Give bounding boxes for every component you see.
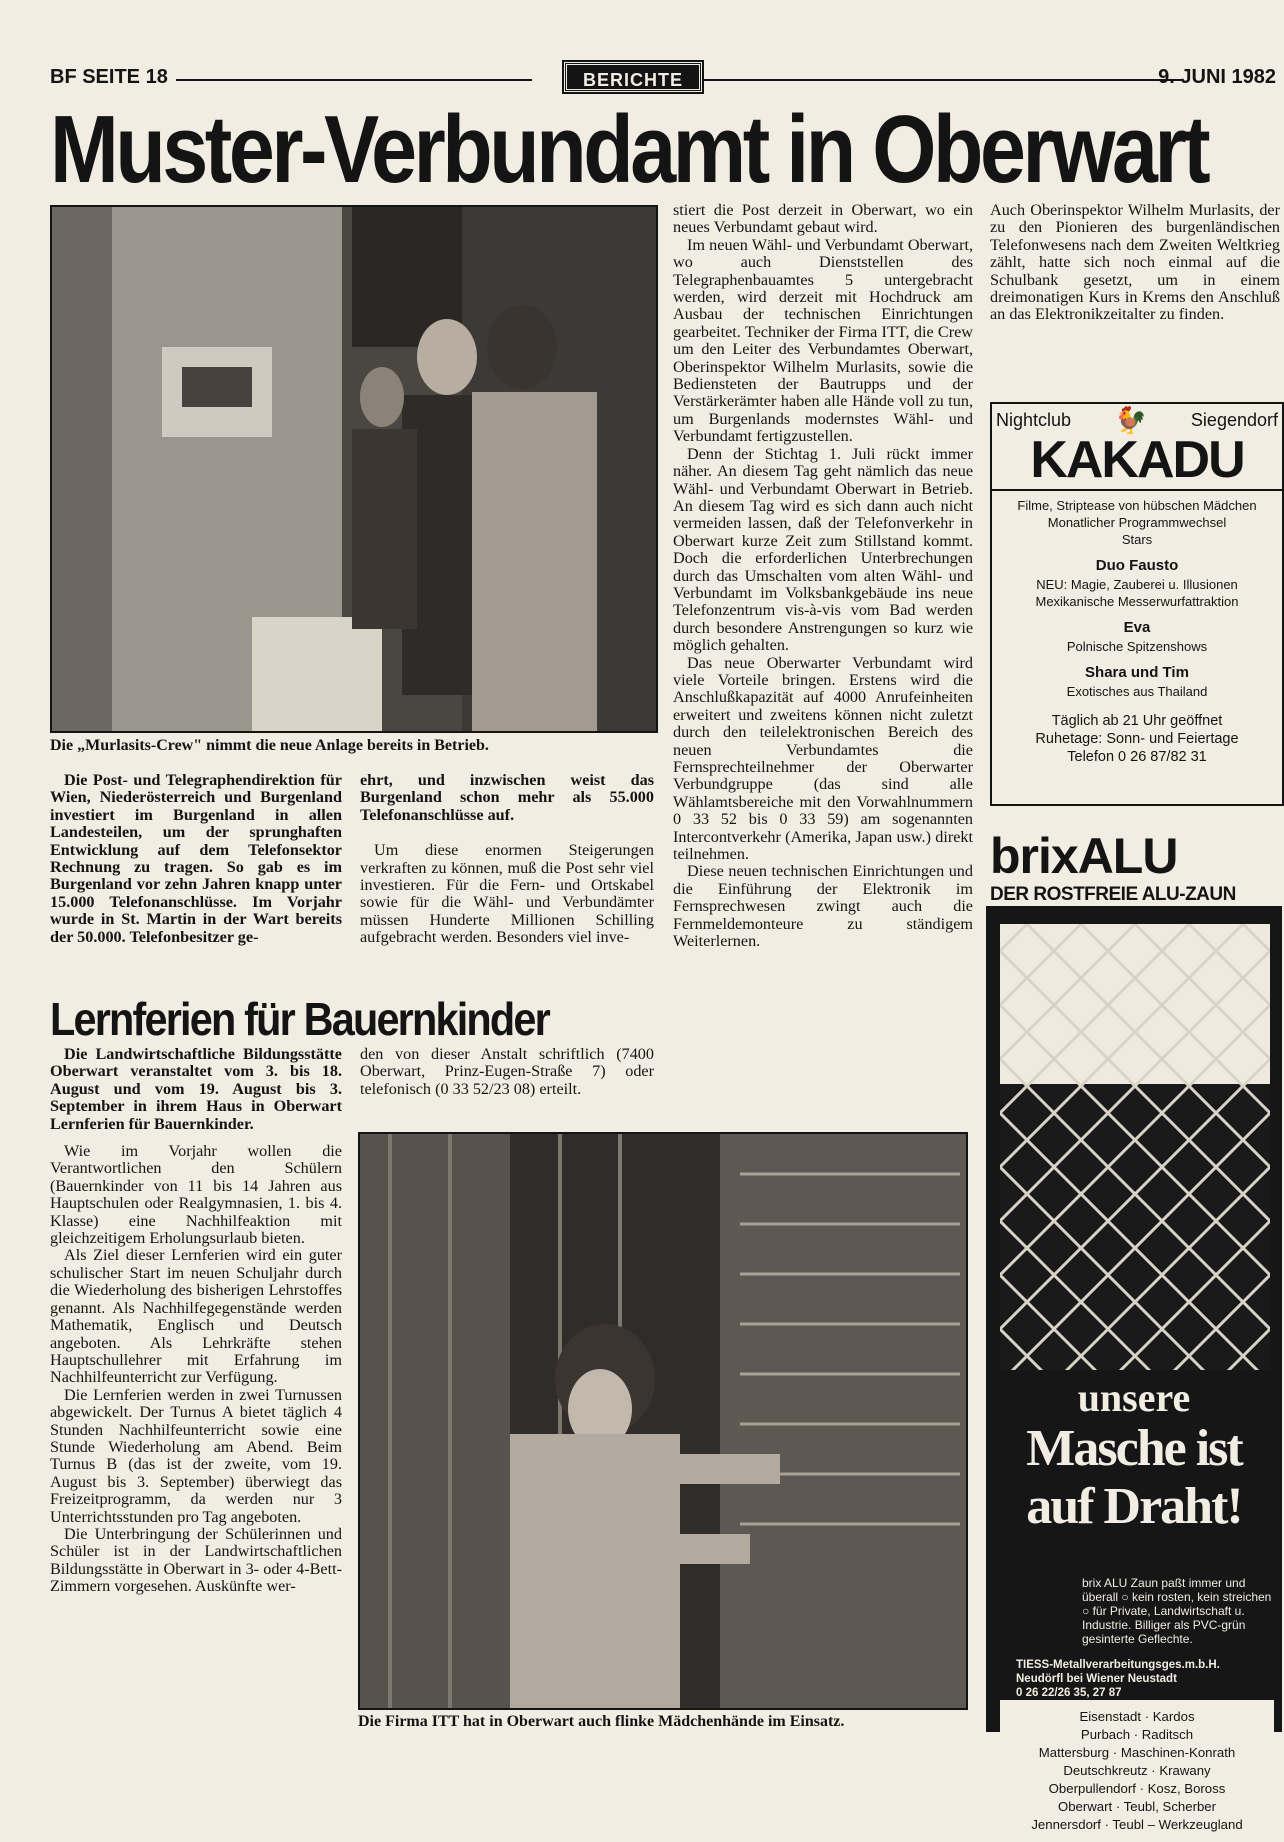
article2-lead: Die Landwirtschaftliche Bildungsstätte Oberwart veranstaltet vom 3. bis 18. August und vom 19. August bis 3. September in ihrem Haus in Oberwart Lernferien für Bauernkinder. (50, 1045, 342, 1133)
ad-kakadu-line: Stars (1121, 532, 1153, 547)
photo-crew-image (52, 207, 656, 731)
photo-itt-caption: Die Firma ITT hat in Oberwart auch flinke Mädchenhände im Einsatz. (358, 1713, 845, 1730)
page-header (50, 62, 1276, 92)
ad-brix-maker (1016, 1658, 1276, 1700)
ad-brix-maker-line: 0 26 22/26 35, 27 87 (1016, 1687, 1122, 1699)
dealer-item: Oberpullendorf · Kosz, Boross (1048, 1781, 1226, 1796)
ad-kakadu (990, 402, 1284, 806)
ad-brix-brand: brixALU (986, 828, 1282, 884)
article1-lead: Die Post- und Telegraphendirektion für Wien, Niederösterreich und Burgenland investiert im Burgenland in allen Landesteilen, um der sprunghaften Entwicklung auf dem Telefonsektor Rechnung zu tragen. So gab es im Burgenland vor zehn Jahren knapp unter 15.000 Telefonanschlüsse. Im Vorjahr wurde in St. Martin in der Wart bereits der 50.000. Telefonbesitzer ge- (50, 771, 342, 946)
ad-brix-copy: brix ALU Zaun paßt immer und überall ○ kein rosten, kein streichen ○ für Private, Landwirtschaft u. Industrie. Billiger als PVC-grün gesinterte Geflechte. (1082, 1576, 1272, 1646)
ad-brix-slogan (986, 1376, 1282, 1536)
ad-kakadu-phone: Telefon 0 26 87/82 31 (1067, 749, 1207, 765)
article1-paragraph: Um diese enormen Steigerungen verkraften zu können, muß die Post sehr viel investieren. Für die Fern- und Ortskabel sowie für die Wähl- und Verbundämter müssen Hunderte Millionen Schilling aufgebracht werden. Besonders viel inve- (360, 841, 654, 947)
article2-paragraph: Die Unterbringung der Schülerinnen und Schüler ist in der Landwirtschaftlichen Bildungsstätte in Oberwart in 3- oder 4-Bett-Zimmern vorgesehen. Auskünfte wer- (50, 1524, 342, 1596)
article1-paragraph: Im neuen Wähl- und Verbundamt Oberwart, wo auch Dienststellen des Telegraphenbauamtes 5 untergebracht werden, wird derzeit mit Hochdruck am Ausbau der technischen Einrichtungen gearbeitet. Techniker der Firma ITT, die Crew um den Leiter des Verbundamtes Oberwart, Oberinspektor Wilhelm Murlasits, sowie die Bediensteten der Bautrupps und der Verstärkerämter haben alle Hände voll zu tun, um Burgenlands modernstes Wähl- und Verbundamt fertigzustellen. (673, 235, 973, 446)
dealer-item: Mattersburg · Maschinen-Konrath (1038, 1745, 1236, 1760)
ad-brix-dealers (1000, 1700, 1274, 1842)
article2-paragraph: Als Ziel dieser Lernferien wird ein guter schulischer Start im neuen Schuljahr durch die Wiederholung des bisherigen Lehrstoffes genannt. Als Nachhilfegegenstände werden Mathematik, Englisch und Deutsch angeboten. Als Lehrkräfte stehen Hauptschullehrer mit Erfahrung im Nachhilfeunterricht zur Verfügung. (50, 1246, 342, 1387)
photo-itt (358, 1132, 968, 1710)
dealer-item: Eisenstadt · Kardos (1079, 1709, 1195, 1724)
ad-kakadu-star: Shara und Tim (1085, 664, 1189, 681)
page-number: BF SEITE 18 (50, 66, 168, 88)
article1-paragraph: Auch Oberinspektor Wilhelm Murlasits, der zu den Pionieren des burgenländischen Telefonwesens nach dem Zweiten Weltkrieg zählt, hatte sich noch einmal auf die Schulbank gesetzt, um in einem dreimonatigen Kurs in Krems den Anschluß an das Elektronikzeitalter zu finden. (990, 201, 1280, 324)
dealer-item: Purbach · Raditsch (1080, 1727, 1194, 1742)
rooster-icon: 🐓 (1114, 405, 1148, 435)
ad-kakadu-label-left: Nightclub (996, 410, 1072, 430)
main-headline: Muster-Verbundamt in Oberwart (50, 96, 1208, 203)
article1-col-a (50, 772, 342, 946)
photo-crew (50, 205, 658, 733)
issue-date: 9. JUNI 1982 (1158, 66, 1276, 88)
ad-kakadu-hours: Täglich ab 21 Uhr geöffnet (1051, 713, 1223, 729)
ad-brix-maker-line: TIESS-Metallverarbeitungsges.m.b.H. (1016, 1659, 1220, 1671)
article1-col-d (990, 202, 1280, 324)
ad-brix-tagline: DER ROSTFREIE ALU-ZAUN (986, 884, 1282, 909)
article2-paragraph: Die Lernferien werden in zwei Turnussen abgewickelt. Der Turnus A bietet täglich 4 Stunden Nachhilfeunterricht sowie eine Stunde Wiederholung am Abend. Beim Turnus B (das ist der zweite, vom 19. August bis 3. September) überwiegt das Freizeitprogramm, da werden nur 3 Unterrichtsstunden pro Tag angeboten. (50, 1385, 342, 1526)
article2-col-b (360, 1046, 654, 1098)
ad-brix (986, 828, 1282, 1832)
article1-lead-cont: ehrt, und inzwischen weist das Burgenland schon mehr als 55.000 Telefonanschlüsse auf. (360, 771, 654, 824)
photo-itt-image (360, 1134, 966, 1708)
dealer-item: Oberwart · Teubl, Scherber (1057, 1799, 1217, 1814)
article1-col-b (360, 772, 654, 947)
ad-kakadu-closed: Ruhetage: Sonn- und Feiertage (1035, 731, 1239, 747)
dealer-item: Jennersdorf · Teubl – Werkzeugland (1031, 1817, 1243, 1832)
chain-link-fence-icon (1000, 924, 1270, 1370)
ad-brix-slogan-line: auf Draht! (1026, 1478, 1242, 1535)
article1-paragraph: Das neue Oberwarter Verbundamt wird viele Vorteile bringen. Erstens wird die Anschlußkapazität auf 4000 Anrufeinheiten erweitert und zweitens können nicht zuletzt durch den teilelektronischen Bereich des neuen Verbundamtes die Fernsprechteilnehmer der Oberwarter Verbundgruppe (das sind alle Wählamtsbereiche mit den Vorwahlnummern 0 33 52 bis 0 33 59) am sogenannten Intercontverkehr (Amerika, Japan usw.) direkt teilnehmen. (673, 653, 973, 864)
ad-kakadu-star-desc: Mexikanische Messerwurfattraktion (1035, 594, 1239, 609)
ad-kakadu-star-desc: Exotisches aus Thailand (1066, 684, 1208, 699)
ad-kakadu-labels (992, 404, 1282, 435)
section-label: BERICHTE (564, 62, 702, 92)
header-rule-left (176, 79, 532, 81)
ad-kakadu-label-right: Siegendorf (1190, 410, 1278, 430)
ad-kakadu-star-desc: NEU: Magie, Zauberei u. Illusionen (1036, 577, 1238, 592)
article1-paragraph: stiert die Post derzeit in Oberwart, wo ein neues Verbundamt gebaut wird. (673, 201, 973, 237)
article1-paragraph: Diese neuen technischen Einrichtungen und die Einführung der Elektronik im Fernsprechwesen zwingt auch die Fernmeldemonteure zu ständigem Weiterlernen. (673, 862, 973, 951)
article2-paragraph: den von dieser Anstalt schriftlich (7400 Oberwart, Prinz-Eugen-Straße 7) oder telefonisch (0 33 52/23 08) erteilt. (360, 1045, 654, 1098)
article1-paragraph: Denn der Stichtag 1. Juli rückt immer näher. An diesem Tag geht nämlich das neue Wähl- und Verbundamt Oberwart in Betrieb. An diesem Tag wird es sich dann auch nicht vermeiden lassen, daß der Telefonverkehr in Oberwart kurze Zeit zum Stillstand kommt. Doch die erforderlichen Unterbrechungen durch das Umschalten vom alten Wähl- und Verbundamt im Volksbankgebäude ins neue Telefonzentrum vis-à-vis vom Bad werden durch besondere Anstrengungen so kurz wie möglich gehalten. (673, 444, 973, 655)
ad-kakadu-line: Filme, Striptease von hübschen Mädchen (1017, 498, 1257, 513)
article2-paragraph: Wie im Vorjahr wollen die Verantwortlichen den Schülern (Bauernkinder von 11 bis 14 Jahren aus Hauptschulen oder Realgymnasien, 1. bis 4. Klasse) eine Nachhilfeaktion mit gleichzeitigem Erholungsurlaub bieten. (50, 1142, 342, 1248)
ad-brix-maker-line: Neudörfl bei Wiener Neustadt (1016, 1673, 1177, 1685)
ad-kakadu-logo: KAKADU (1030, 431, 1244, 489)
header-rule-right (704, 79, 1181, 81)
article2-col-a (50, 1046, 342, 1596)
ad-brix-slogan-line: Masche ist (1026, 1420, 1242, 1477)
ad-kakadu-star: Duo Fausto (1095, 557, 1179, 574)
ad-kakadu-line: Monatlicher Programmwechsel (1047, 515, 1227, 530)
ad-brix-slogan-line: unsere (1077, 1375, 1191, 1420)
article1-col-c (673, 202, 973, 950)
photo-crew-caption: Die „Murlasits-Crew" nimmt die neue Anlage bereits in Betrieb. (50, 737, 489, 754)
ad-kakadu-star: Eva (1123, 619, 1151, 636)
article2-headline: Lernferien für Bauernkinder (50, 993, 549, 1045)
ad-kakadu-star-desc: Polnische Spitzenshows (1066, 639, 1208, 654)
dealer-item: Deutschkreutz · Krawany (1063, 1763, 1211, 1778)
